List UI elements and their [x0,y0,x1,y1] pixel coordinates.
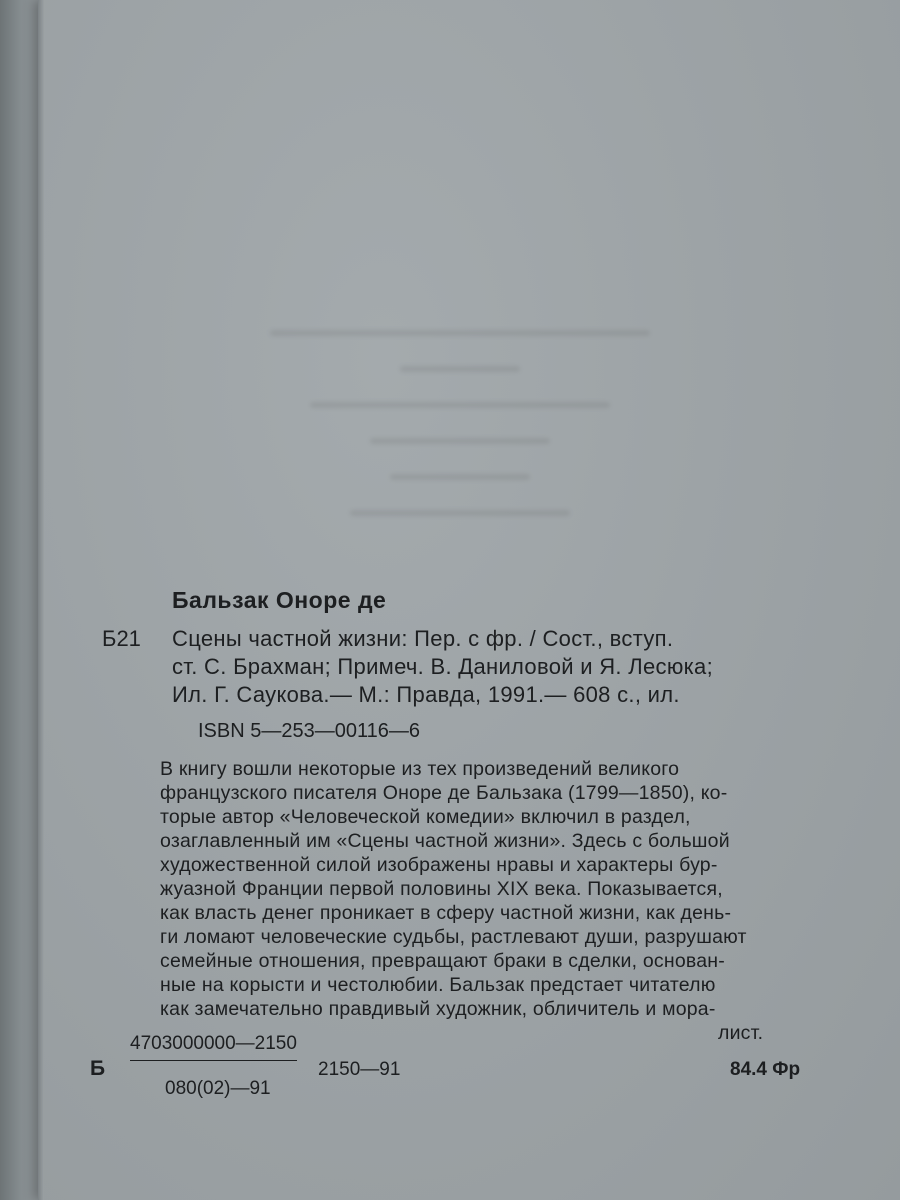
annotation-line: ги ломают человеческие судьбы, растлевают души, разрушают [160,926,747,948]
annotation-line: семейные отношения, превращают браки в сделки, основан- [160,950,725,972]
annotation-line: озаглавленный им «Сцены частной жизни». Здесь с большой [160,830,730,852]
description-line: ст. С. Брахман; Примеч. В. Даниловой и Я. Лесюка; [172,654,713,679]
show-through-text [250,300,670,620]
b-label: Б [90,1057,106,1080]
classification-code: 84.4 Фр [730,1059,801,1080]
fraction-numerator: 4703000000—2150 [130,1030,297,1061]
annotation-line: художественной силой изображены нравы и характеры бур- [160,854,718,876]
annotation-line: жуазной Франции первой половины XIX века. Показывается, [160,878,723,900]
annotation-line: как замечательно правдивый художник, обличитель и мора- [160,998,716,1020]
annotation-line: французского писателя Оноре де Бальзака (1799—1850), ко- [160,782,728,804]
annotation-line: В книгу вошли некоторые из тех произведений великого [160,758,680,780]
annotation-line: как власть денег проникает в сферу частной жизни, как день- [160,902,732,924]
annotation-line: торые автор «Человеческой комедии» включил в раздел, [160,806,691,828]
description-line: Сцены частной жизни: Пер. с фр. / Сост., вступ. [172,626,674,651]
page-edge [38,0,44,1200]
description-line: Ил. Г. Саукова.— М.: Правда, 1991.— 608 с., ил. [172,682,680,707]
annotation-line: ные на корысти и честолюбии. Бальзак предстает читателю [160,974,716,996]
fraction-denominator: 080(02)—91 [165,1078,271,1099]
isbn: ISBN 5—253—00116—6 [198,720,420,742]
order-number: 2150—91 [318,1059,401,1080]
annotation-line: лист. [718,1022,764,1044]
author-heading: Бальзак Оноре де [172,587,387,613]
catalog-code: Б21 [102,626,141,651]
